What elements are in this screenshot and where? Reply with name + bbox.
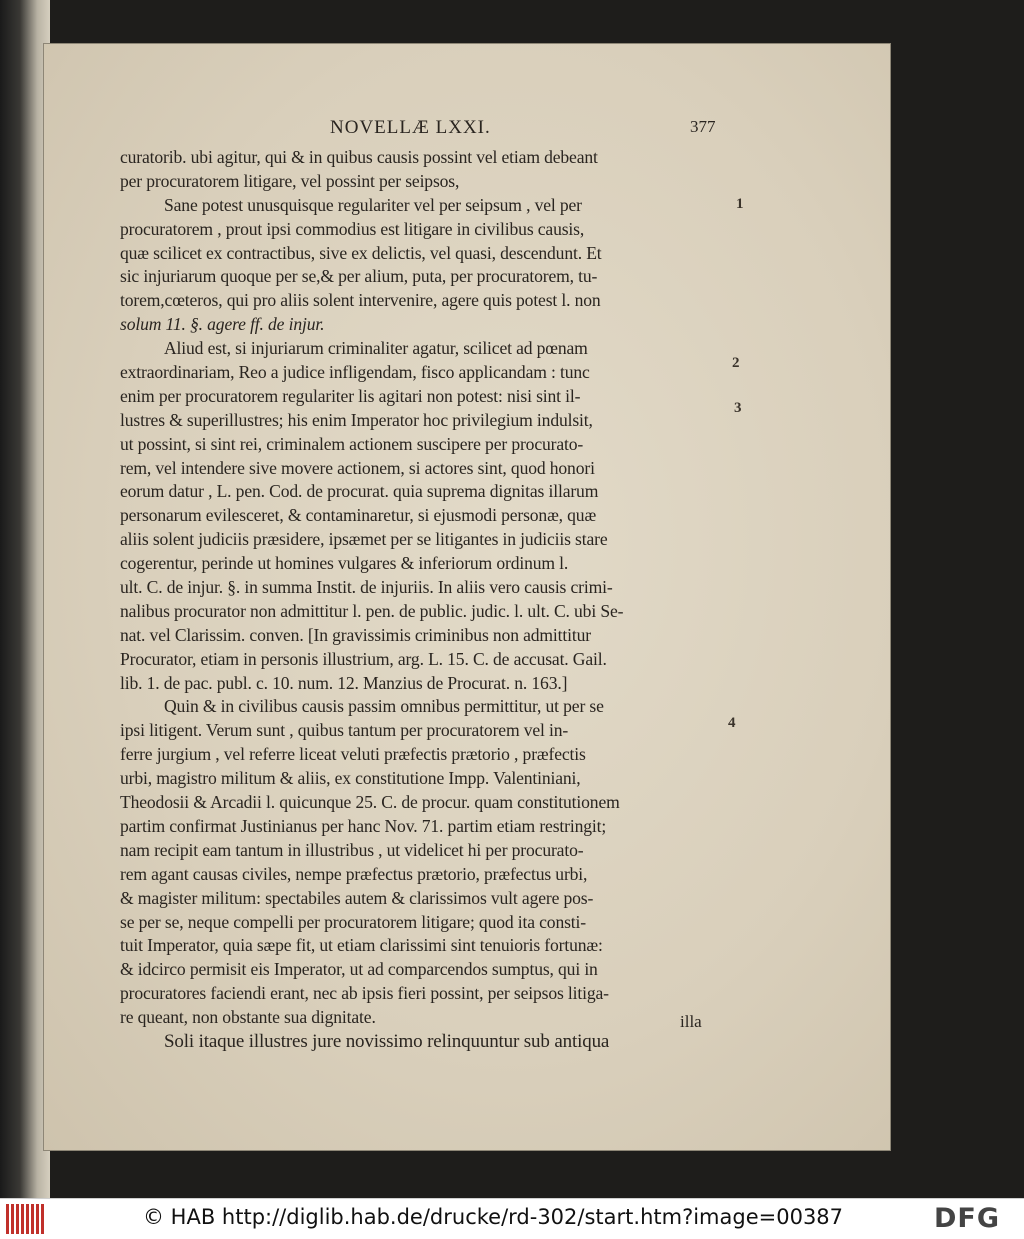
margin-note-1: 1	[736, 196, 744, 212]
text-line: rem, vel intendere sive movere actionem, si actores sint, quod honori	[120, 457, 595, 478]
text-line: Quin & in civilibus causis passim omnibus permittitur, ut per se	[164, 696, 604, 717]
text-line: re queant, non obstante sua dignitate.	[120, 1007, 376, 1028]
text-line: personarum evilesceret, & contaminaretur, si ejusmodi personæ, quæ	[120, 505, 597, 526]
text-line: nam recipit eam tantum in illustribus , ut videlicet hi per procurato-	[120, 839, 584, 860]
text-line: ult. C. de injur. §. in summa Instit. de injuriis. In aliis vero causis crimi-	[120, 577, 613, 598]
catchword: illa	[680, 1012, 702, 1031]
text-line: nalibus procurator non admittitur l. pen. de public. judic. l. ult. C. ubi Se-	[120, 600, 624, 621]
copyright-link[interactable]: © HAB http://diglib.hab.de/drucke/rd-302/start.htm?image=00387	[143, 1205, 844, 1229]
running-head: NOVELLÆ LXXI.	[330, 117, 491, 138]
text-line: Procurator, etiam in personis illustrium, arg. L. 15. C. de accusat. Gail.	[120, 648, 607, 669]
text-line: urbi, magistro militum & aliis, ex constitutione Impp. Valentiniani,	[120, 768, 581, 789]
text-line: curatorib. ubi agitur, qui & in quibus causis possint vel etiam debeant	[120, 147, 598, 167]
margin-note-3: 3	[734, 400, 742, 416]
text-line: ferre jurgium , vel referre liceat veluti præfectis prætorio , præfectis	[120, 744, 586, 765]
text-line: per procuratorem litigare, vel possint per seipsos,	[120, 170, 460, 191]
text-line: tuit Imperator, quia sæpe fit, ut etiam clarissimi sint tenuioris fortunæ:	[120, 935, 603, 956]
text-line: rem agant causas civiles, nempe præfectus prætorio, præfectus urbi,	[120, 863, 588, 884]
text-line: sic injuriarum quoque per se,& per alium, puta, per procuratorem, tu-	[120, 266, 598, 287]
text-line: Theodosii & Arcadii l. quicunque 25. C. de procur. quam constitutionem	[120, 792, 620, 813]
text-line: aliis solent judiciis præsidere, ipsæmet per se litigantes in judiciis stare	[120, 529, 608, 550]
body-text	[120, 146, 730, 1054]
text-line: nat. vel Clarissim. conven. [In gravissimis criminibus non admittitur	[120, 624, 591, 645]
text-line: procuratores faciendi erant, nec ab ipsis fieri possint, per seipsos litiga-	[120, 983, 609, 1004]
text-line: procuratorem , prout ipsi commodius est litigare in civilibus causis,	[120, 218, 585, 239]
text-line: eorum datur , L. pen. Cod. de procurat. quia suprema dignitas illarum	[120, 481, 599, 502]
text-line: & idcirco permisit eis Imperator, ut ad comparcendos sumptus, qui in	[120, 959, 598, 980]
text-line: enim per procuratorem regulariter lis agitari non potest: nisi sint il-	[120, 385, 581, 406]
text-line: se per se, neque compelli per procuratorem litigare; quod ita consti-	[120, 911, 586, 932]
page-number: 377	[690, 117, 716, 136]
text-line: & magister militum: spectabiles autem & clarissimos vult agere pos-	[120, 887, 594, 908]
text-line: extraordinariam, Reo a judice infligendam, fisco applicandam : tunc	[120, 362, 590, 383]
hab-logo-icon	[6, 1204, 46, 1234]
text-line: ipsi litigent. Verum sunt , quibus tantum per procuratorem vel in-	[120, 720, 569, 741]
text-line: Aliud est, si injuriarum criminaliter agatur, scilicet ad pœnam	[164, 338, 588, 359]
text-line: torem,cœteros, qui pro aliis solent intervenire, agere quis potest l. non	[120, 290, 601, 311]
margin-note-2: 2	[732, 355, 740, 371]
text-line: partim confirmat Justinianus per hanc Nov. 71. partim etiam restringit;	[120, 815, 607, 836]
text-line: lustres & superillustres; his enim Imperator hoc privilegium indulsit,	[120, 409, 593, 430]
text-line: cogerentur, perinde ut homines vulgares & inferiorum ordinum l.	[120, 553, 569, 574]
margin-note-4: 4	[728, 715, 736, 731]
text-line: quæ scilicet ex contractibus, sive ex delictis, vel quasi, descendunt. Et	[120, 242, 602, 263]
text-line: Sane potest unusquisque regulariter vel per seipsum , vel per	[164, 194, 582, 215]
text-line: lib. 1. de pac. publ. c. 10. num. 12. Manzius de Procurat. n. 163.]	[120, 672, 568, 693]
dfg-logo: DFG	[934, 1203, 1001, 1234]
book-edge	[0, 0, 50, 1198]
footer-bar	[0, 1198, 1024, 1239]
text-line: Soli itaque illustres jure novissimo relinquuntur sub antiqua	[164, 1030, 610, 1052]
text-line: solum 11. §. agere ff. de injur.	[120, 314, 325, 335]
text-line: ut possint, si sint rei, criminalem actionem suscipere per procurato-	[120, 433, 584, 454]
